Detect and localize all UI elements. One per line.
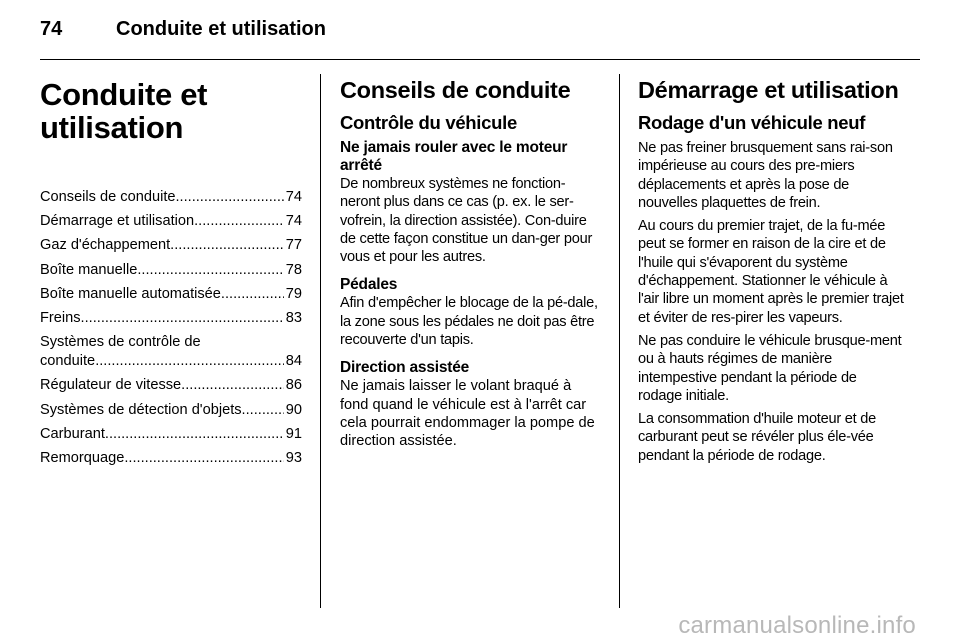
toc-entry[interactable] [40, 212, 302, 231]
toc-leader [194, 212, 284, 231]
toc-label: Freins [40, 309, 81, 326]
toc-entry[interactable] [40, 333, 302, 371]
toc-leader [175, 188, 283, 207]
topic-title: Ne jamais rouler avec le moteur arrêté [340, 139, 568, 174]
toc-label: Régulateur de vitesse [40, 377, 182, 394]
toc-entry[interactable] [40, 188, 302, 207]
toc-page: 90 [285, 401, 302, 418]
toc-label: conduite [40, 353, 96, 370]
toc-page: 77 [285, 237, 302, 254]
page-number: 74 [40, 18, 63, 40]
toc-entry[interactable] [40, 236, 302, 255]
section-title: Conseils de conduite [340, 77, 571, 103]
toc-entry[interactable] [40, 376, 302, 395]
column-divider-2 [619, 74, 620, 608]
paragraph: Au cours du premier trajet, de la fu-mée peut se former en raison de la cire et de l'huile qui s'évaporent du système d'échappement. Stationner le véhicule à l'air libre un moment après le premier trajet et éviter de res-pirer les vapeurs. [638, 218, 904, 326]
section-title: Démarrage et utilisation [638, 77, 899, 103]
toc-leader [137, 261, 283, 280]
topic-text: Afin d'empêcher le blocage de la pé-dale, la zone sous les pédales ne doit pas être recouverte d'un tapis. [340, 295, 598, 349]
toc-label: Gaz d'échappement [40, 237, 171, 254]
subsection-title: Contrôle du véhicule [340, 112, 517, 133]
watermark: carmanualsonline.info [678, 612, 916, 639]
paragraph: Ne pas conduire le véhicule brusque-ment ou à hauts régimes de manière intempestive pendant la période de rodage initiale. [638, 332, 902, 404]
subsection-title: Rodage d'un véhicule neuf [638, 112, 866, 133]
toc-page: 74 [285, 213, 302, 230]
toc-label: Systèmes de contrôle de [40, 334, 201, 351]
running-title: Conduite et utilisation [116, 18, 326, 40]
toc-page: 91 [285, 425, 302, 442]
toc-label: Démarrage et utilisation [40, 213, 195, 230]
toc-leader [181, 376, 284, 395]
toc-page: 93 [285, 449, 302, 466]
toc-label: Boîte manuelle [40, 261, 138, 278]
chapter-title [40, 78, 302, 144]
header-rule [40, 59, 920, 60]
chapter-title-line2: utilisation [40, 110, 184, 145]
toc-leader [221, 285, 284, 304]
start-operation-column [638, 70, 904, 470]
chapter-title-line1: Conduite et [40, 77, 208, 112]
toc-page: 83 [285, 309, 302, 326]
toc-label: Remorquage [40, 449, 125, 466]
toc-entry[interactable] [40, 401, 302, 420]
driving-tips-column [340, 70, 602, 456]
toc-column [40, 70, 302, 473]
toc-page: 78 [285, 261, 302, 278]
toc-label: Conseils de conduite [40, 189, 176, 205]
toc-leader [124, 449, 283, 468]
toc-label: Carburant [40, 425, 105, 442]
toc-leader [95, 352, 284, 371]
column-divider-1 [320, 74, 321, 608]
topic-text: De nombreux systèmes ne fonction-neront plus dans ce cas (p. ex. le ser-vofrein, la direction assistée). Con-duire de cette façon constitue un dan-ger pour vous et pour les autres. [340, 176, 593, 266]
topic-text: Ne jamais laisser le volant braqué à fond quand le véhicule est à l'arrêt car cela pourrait endommager la pompe de direction assistée. [340, 378, 595, 450]
paragraph: La consommation d'huile moteur et de carburant peut se révéler plus éle-vée pendant la période de rodage. [638, 411, 876, 464]
toc-page: 74 [285, 189, 302, 205]
toc-leader [242, 401, 284, 420]
toc-entry[interactable] [40, 261, 302, 280]
toc-leader [81, 309, 284, 328]
toc-page: 79 [285, 285, 302, 302]
toc-entry[interactable] [40, 285, 302, 304]
topic-title: Pédales [340, 276, 398, 294]
toc-leader [105, 425, 284, 444]
toc-label: Boîte manuelle automatisée [40, 285, 221, 302]
toc-entry[interactable] [40, 449, 302, 468]
toc-entry[interactable] [40, 425, 302, 444]
toc-entry[interactable] [40, 309, 302, 328]
toc-label: Systèmes de détection d'objets [40, 401, 242, 418]
page-header [40, 18, 920, 48]
toc-page: 84 [285, 353, 302, 370]
toc-page: 86 [285, 377, 302, 394]
topic-title: Direction assistée [340, 359, 470, 377]
paragraph: Ne pas freiner brusquement sans rai-son impérieuse au cours des pre-miers déplacements et après la pose de nouvelles plaquettes de frein. [638, 140, 893, 211]
toc-leader [170, 236, 284, 255]
toc-entry-line2 [40, 352, 302, 371]
